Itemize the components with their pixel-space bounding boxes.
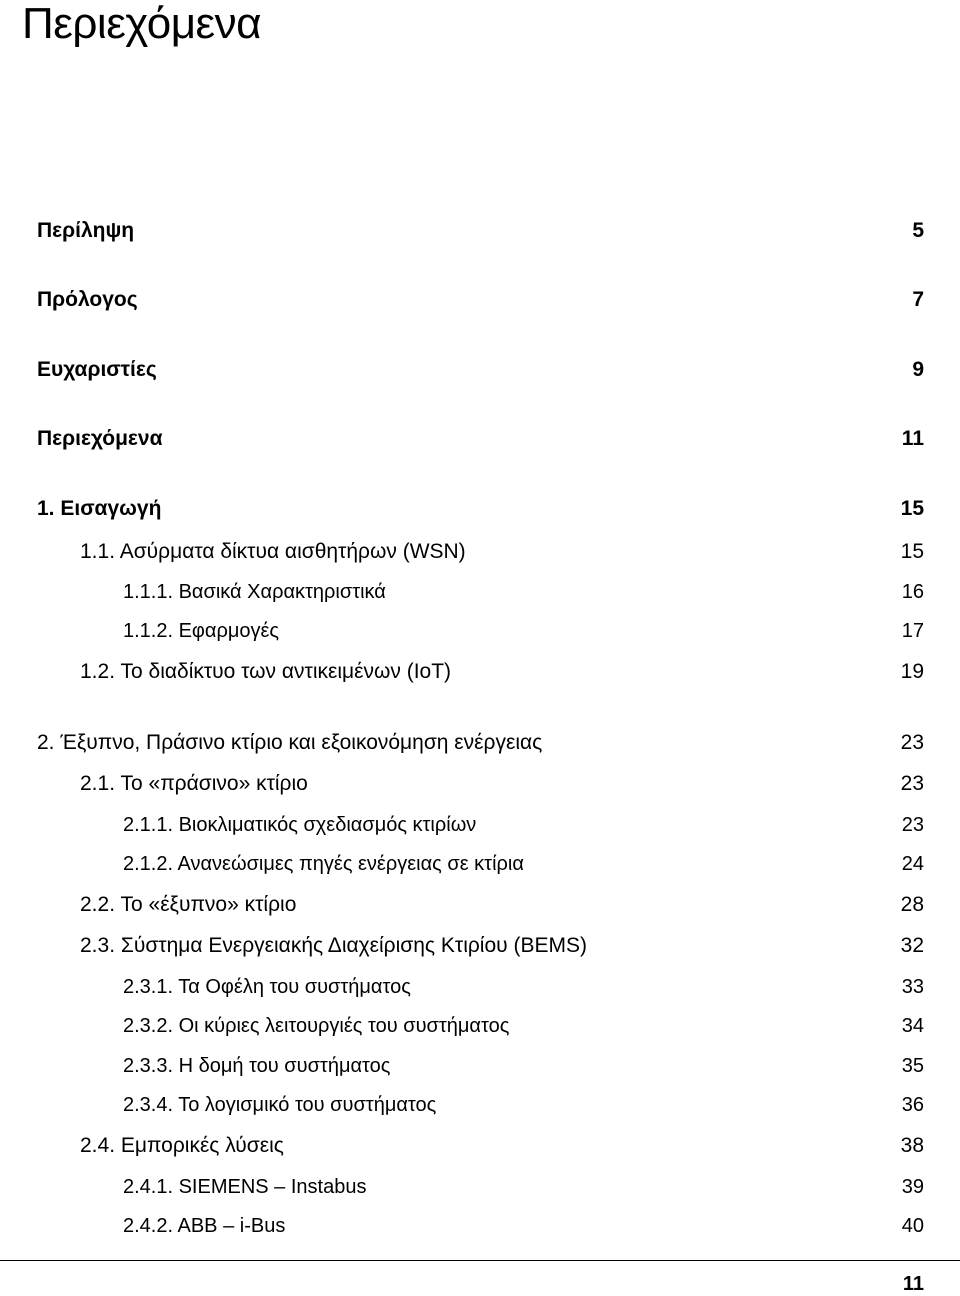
toc-entry-section-2-3-1[interactable] (0, 972, 924, 1002)
toc-entry-page: 9 (912, 358, 924, 381)
toc-entry-label: 2.1. Το «πράσινο» κτίριο (80, 772, 308, 795)
toc-entry-chapter-2[interactable] (0, 728, 924, 758)
toc-entry-label: 1. Εισαγωγή (37, 497, 162, 520)
toc-entry-label: Πρόλογος (37, 288, 138, 311)
toc-entry-page: 15 (900, 540, 924, 563)
toc-entry-page: 7 (912, 288, 924, 311)
toc-entry-section-2-3-2[interactable] (0, 1011, 924, 1041)
footer-page-number: 11 (902, 1273, 924, 1295)
toc-entry-label: Περίληψη (37, 219, 135, 242)
toc-entry-label: 2.1.1. Βιοκλιματικός σχεδιασμός κτιρίων (123, 813, 477, 836)
toc-entry-page: 16 (901, 580, 924, 603)
toc-entry-section-2-1-2[interactable] (0, 849, 924, 879)
toc-entry-label: 2.2. Το «έξυπνο» κτίριο (80, 893, 297, 916)
toc-entry-section-2-1[interactable] (0, 769, 924, 799)
toc-entry-label: 2.4. Εμπορικές λύσεις (80, 1134, 284, 1157)
toc-entry-label: Ευχαριστίες (37, 358, 157, 381)
toc-entry-label: 2.3.3. Η δομή του συστήματος (123, 1054, 391, 1077)
toc-entry-section-2-3[interactable] (0, 931, 924, 961)
toc-entry-label: 1.1. Ασύρματα δίκτυα αισθητήρων (WSN) (80, 540, 466, 563)
toc-entry-page: 5 (912, 219, 924, 242)
toc-entry-label: 1.1.2. Εφαρμογές (123, 619, 280, 642)
toc-entry-section-2-4-1[interactable] (0, 1172, 924, 1202)
toc-entry-page: 34 (901, 1014, 924, 1037)
toc-entry-page: 11 (901, 427, 924, 450)
toc-entry-page: 23 (900, 772, 924, 795)
toc-entry-label: 1.1.1. Βασικά Χαρακτηριστικά (123, 580, 386, 603)
footer-divider (0, 1260, 960, 1261)
toc-entry-page: 23 (900, 731, 924, 754)
toc-entry-label: 2.4.1. SIEMENS – Instabus (123, 1175, 367, 1198)
toc-entry-section-2-1-1[interactable] (0, 810, 924, 840)
toc-entry-page: 15 (900, 497, 924, 520)
toc-entry-section-1-1[interactable] (0, 537, 924, 567)
toc-entry-label: 2. Έξυπνο, Πράσινο κτίριο και εξοικονόμηση ενέργειας (37, 731, 543, 754)
toc-entry-page: 17 (901, 619, 924, 642)
toc-entry-acknowledgements[interactable] (0, 355, 924, 385)
toc-entry-page: 38 (900, 1134, 924, 1157)
toc-entry-section-2-3-3[interactable] (0, 1051, 924, 1081)
toc-entry-label: 1.2. Το διαδίκτυο των αντικειμένων (IoT) (80, 660, 452, 683)
toc-entry-section-2-4-2[interactable] (0, 1211, 924, 1241)
toc-entry-page: 19 (900, 660, 924, 683)
toc-entry-section-1-1-2[interactable] (0, 616, 924, 646)
toc-entry-page: 28 (900, 893, 924, 916)
toc-entry-page: 23 (901, 813, 924, 836)
toc-entry-label: 2.1.2. Ανανεώσιμες πηγές ενέργειας σε κτίρια (123, 852, 524, 875)
toc-entry-contents[interactable] (0, 424, 924, 454)
toc-entry-section-1-2[interactable] (0, 657, 924, 687)
toc-entry-abstract[interactable] (0, 216, 924, 246)
toc-entry-section-1-1-1[interactable] (0, 577, 924, 607)
toc-entry-chapter-1[interactable] (0, 494, 924, 524)
toc-entry-page: 35 (901, 1054, 924, 1077)
toc-entry-label: Περιεχόμενα (37, 427, 163, 450)
toc-entry-page: 24 (901, 852, 924, 875)
toc-entry-section-2-2[interactable] (0, 890, 924, 920)
toc-entry-section-2-3-4[interactable] (0, 1090, 924, 1120)
toc-entry-label: 2.4.2. ABB – i-Bus (123, 1214, 286, 1237)
toc-entry-preface[interactable] (0, 285, 924, 315)
toc-entry-page: 36 (901, 1093, 924, 1116)
page-title: Περιεχόμενα (22, 0, 262, 48)
toc-entry-section-2-4[interactable] (0, 1131, 924, 1161)
toc-entry-label: 2.3. Σύστημα Ενεργειακής Διαχείρισης Κτιρίου (BEMS) (80, 934, 587, 957)
toc-entry-page: 33 (901, 975, 924, 998)
toc-entry-label: 2.3.2. Οι κύριες λειτουργιές του συστήματος (123, 1014, 510, 1037)
toc-entry-label: 2.3.1. Τα Οφέλη του συστήματος (123, 975, 411, 998)
toc-entry-label: 2.3.4. Το λογισμικό του συστήματος (123, 1093, 437, 1116)
toc-entry-page: 40 (901, 1214, 924, 1237)
toc-entry-page: 39 (901, 1175, 924, 1198)
toc-entry-page: 32 (900, 934, 924, 957)
